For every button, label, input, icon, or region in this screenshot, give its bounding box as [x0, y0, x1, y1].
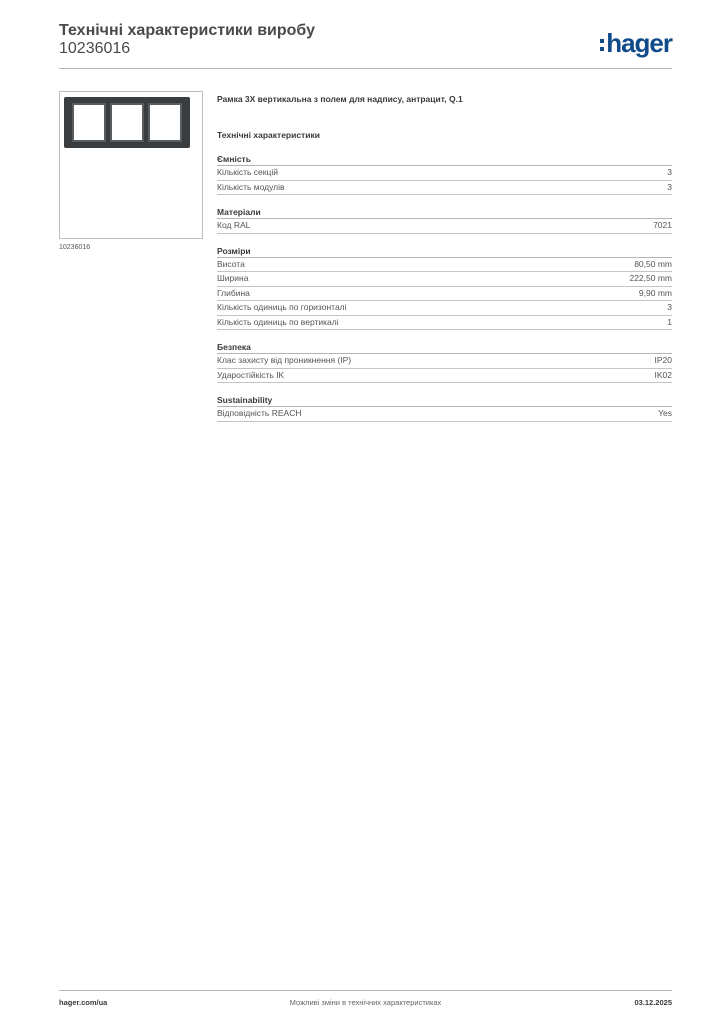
spec-group-title: Розміри	[217, 246, 672, 258]
spec-group-materials	[217, 207, 672, 234]
product-name: Рамка 3Х вертикальна з полем для надпису, антрацит, Q.1	[217, 94, 463, 104]
footer-note: Можливі зміни в технічних характеристиках	[289, 998, 442, 1007]
spec-row	[217, 369, 672, 384]
spec-row	[217, 407, 672, 422]
spec-label: Ширина	[217, 273, 249, 283]
logo-text: hager	[606, 28, 672, 58]
spec-group-title: Sustainability	[217, 395, 672, 407]
spec-label: Кількість модулів	[217, 181, 285, 192]
spec-group-title: Безпека	[217, 342, 672, 354]
spec-label: Кількість секцій	[217, 167, 278, 177]
spec-group-sustainability	[217, 395, 672, 422]
page-header	[59, 20, 672, 68]
spec-value: IP20	[654, 355, 672, 365]
spec-label: Код RAL	[217, 220, 251, 230]
spec-value: 222,50 mm	[629, 273, 672, 283]
spec-row	[217, 219, 672, 234]
spec-row	[217, 181, 672, 196]
spec-value: Yes	[658, 408, 672, 418]
spec-group-title: Ємність	[217, 154, 672, 166]
spec-value: 80,50 mm	[634, 258, 672, 269]
spec-row	[217, 272, 672, 287]
product-details	[217, 94, 672, 422]
spec-row	[217, 258, 672, 273]
spec-label: Кількість одиниць по горизонталі	[217, 302, 347, 312]
spec-row	[217, 166, 672, 181]
spec-row	[217, 354, 672, 369]
three-gang-frame-icon	[64, 97, 190, 148]
spec-group-title: Матеріали	[217, 207, 672, 219]
spec-value: 3	[667, 302, 672, 312]
spec-value: 1	[667, 316, 672, 327]
spec-row	[217, 301, 672, 316]
spec-row	[217, 287, 672, 302]
spec-label: Відповідність REACH	[217, 408, 302, 418]
logo-mark-icon	[600, 39, 604, 51]
footer-divider	[59, 990, 672, 991]
footer-website: hager.com/ua	[59, 998, 108, 1007]
spec-value: IK02	[654, 369, 672, 380]
spec-row	[217, 316, 672, 331]
image-caption: 10236016	[59, 244, 91, 251]
document-title: Технічні характеристики виробу	[59, 22, 315, 39]
frame-cell	[72, 103, 106, 142]
header-divider	[59, 68, 672, 69]
spec-label: Кількість одиниць по вертикалі	[217, 316, 339, 327]
spec-group-safety	[217, 342, 672, 383]
product-image	[59, 91, 203, 239]
frame-cell	[148, 103, 182, 142]
frame-cell	[110, 103, 144, 142]
spec-group-dimensions	[217, 246, 672, 331]
spec-value: 3	[667, 167, 672, 177]
spec-label: Висота	[217, 258, 245, 269]
document-article-number: 10236016	[59, 40, 131, 57]
hager-logo	[600, 26, 672, 60]
spec-group-capacity	[217, 154, 672, 195]
specs-heading: Технічні характеристики	[217, 130, 320, 140]
spec-value: 9,90 mm	[638, 287, 672, 298]
spec-label: Клас захисту від проникнення (IP)	[217, 355, 352, 365]
spec-value: 7021	[653, 220, 672, 230]
page-footer	[59, 998, 672, 1010]
spec-value: 3	[667, 181, 672, 192]
spec-label: Ударостійкість IK	[217, 369, 285, 380]
footer-date: 03.12.2025	[634, 998, 672, 1007]
spec-label: Глибина	[217, 287, 250, 298]
